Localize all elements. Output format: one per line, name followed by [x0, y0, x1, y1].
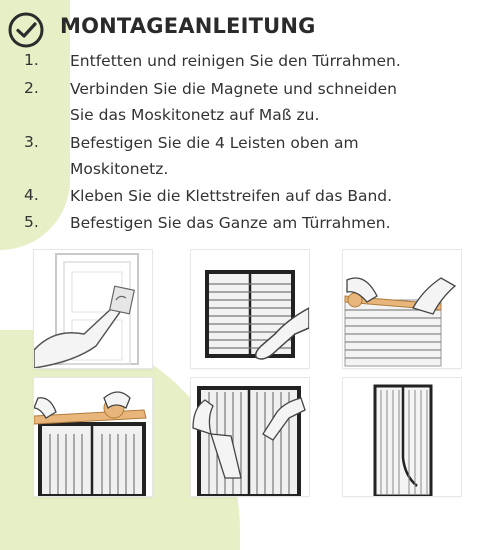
step-text — [70, 48, 490, 74]
step-text — [70, 130, 490, 182]
step-line: Moskitonetz. — [70, 160, 169, 178]
step-number: 3. — [24, 133, 39, 151]
applying-velcro-illustration — [34, 378, 152, 496]
step-number: 2. — [24, 79, 39, 97]
check-circle-icon — [8, 12, 44, 48]
finished-net-illustration — [343, 378, 461, 496]
step-number: 5. — [24, 213, 39, 231]
step-line: Befestigen Sie das Ganze am Türrahmen. — [70, 214, 391, 232]
step-text — [70, 183, 490, 209]
step-line: Kleben Sie die Klettstreifen auf das Band. — [70, 187, 393, 205]
step-line: Befestigen Sie die 4 Leisten oben am — [70, 134, 359, 152]
attaching-strips-illustration — [343, 250, 461, 368]
step-text — [70, 76, 490, 128]
step-line: Entfetten und reinigen Sie den Türrahmen. — [70, 52, 401, 70]
page-title: MONTAGEANLEITUNG — [60, 14, 316, 38]
cleaning-door-frame-illustration — [34, 250, 152, 368]
step-line: Sie das Moskitonetz auf Maß zu. — [70, 106, 320, 124]
step-number: 1. — [24, 51, 39, 69]
joining-net-illustration — [191, 250, 309, 368]
step-line: Verbinden Sie die Magnete und schneiden — [70, 80, 397, 98]
mounting-net-illustration — [191, 378, 309, 496]
step-number: 4. — [24, 186, 39, 204]
step-text — [70, 210, 490, 236]
